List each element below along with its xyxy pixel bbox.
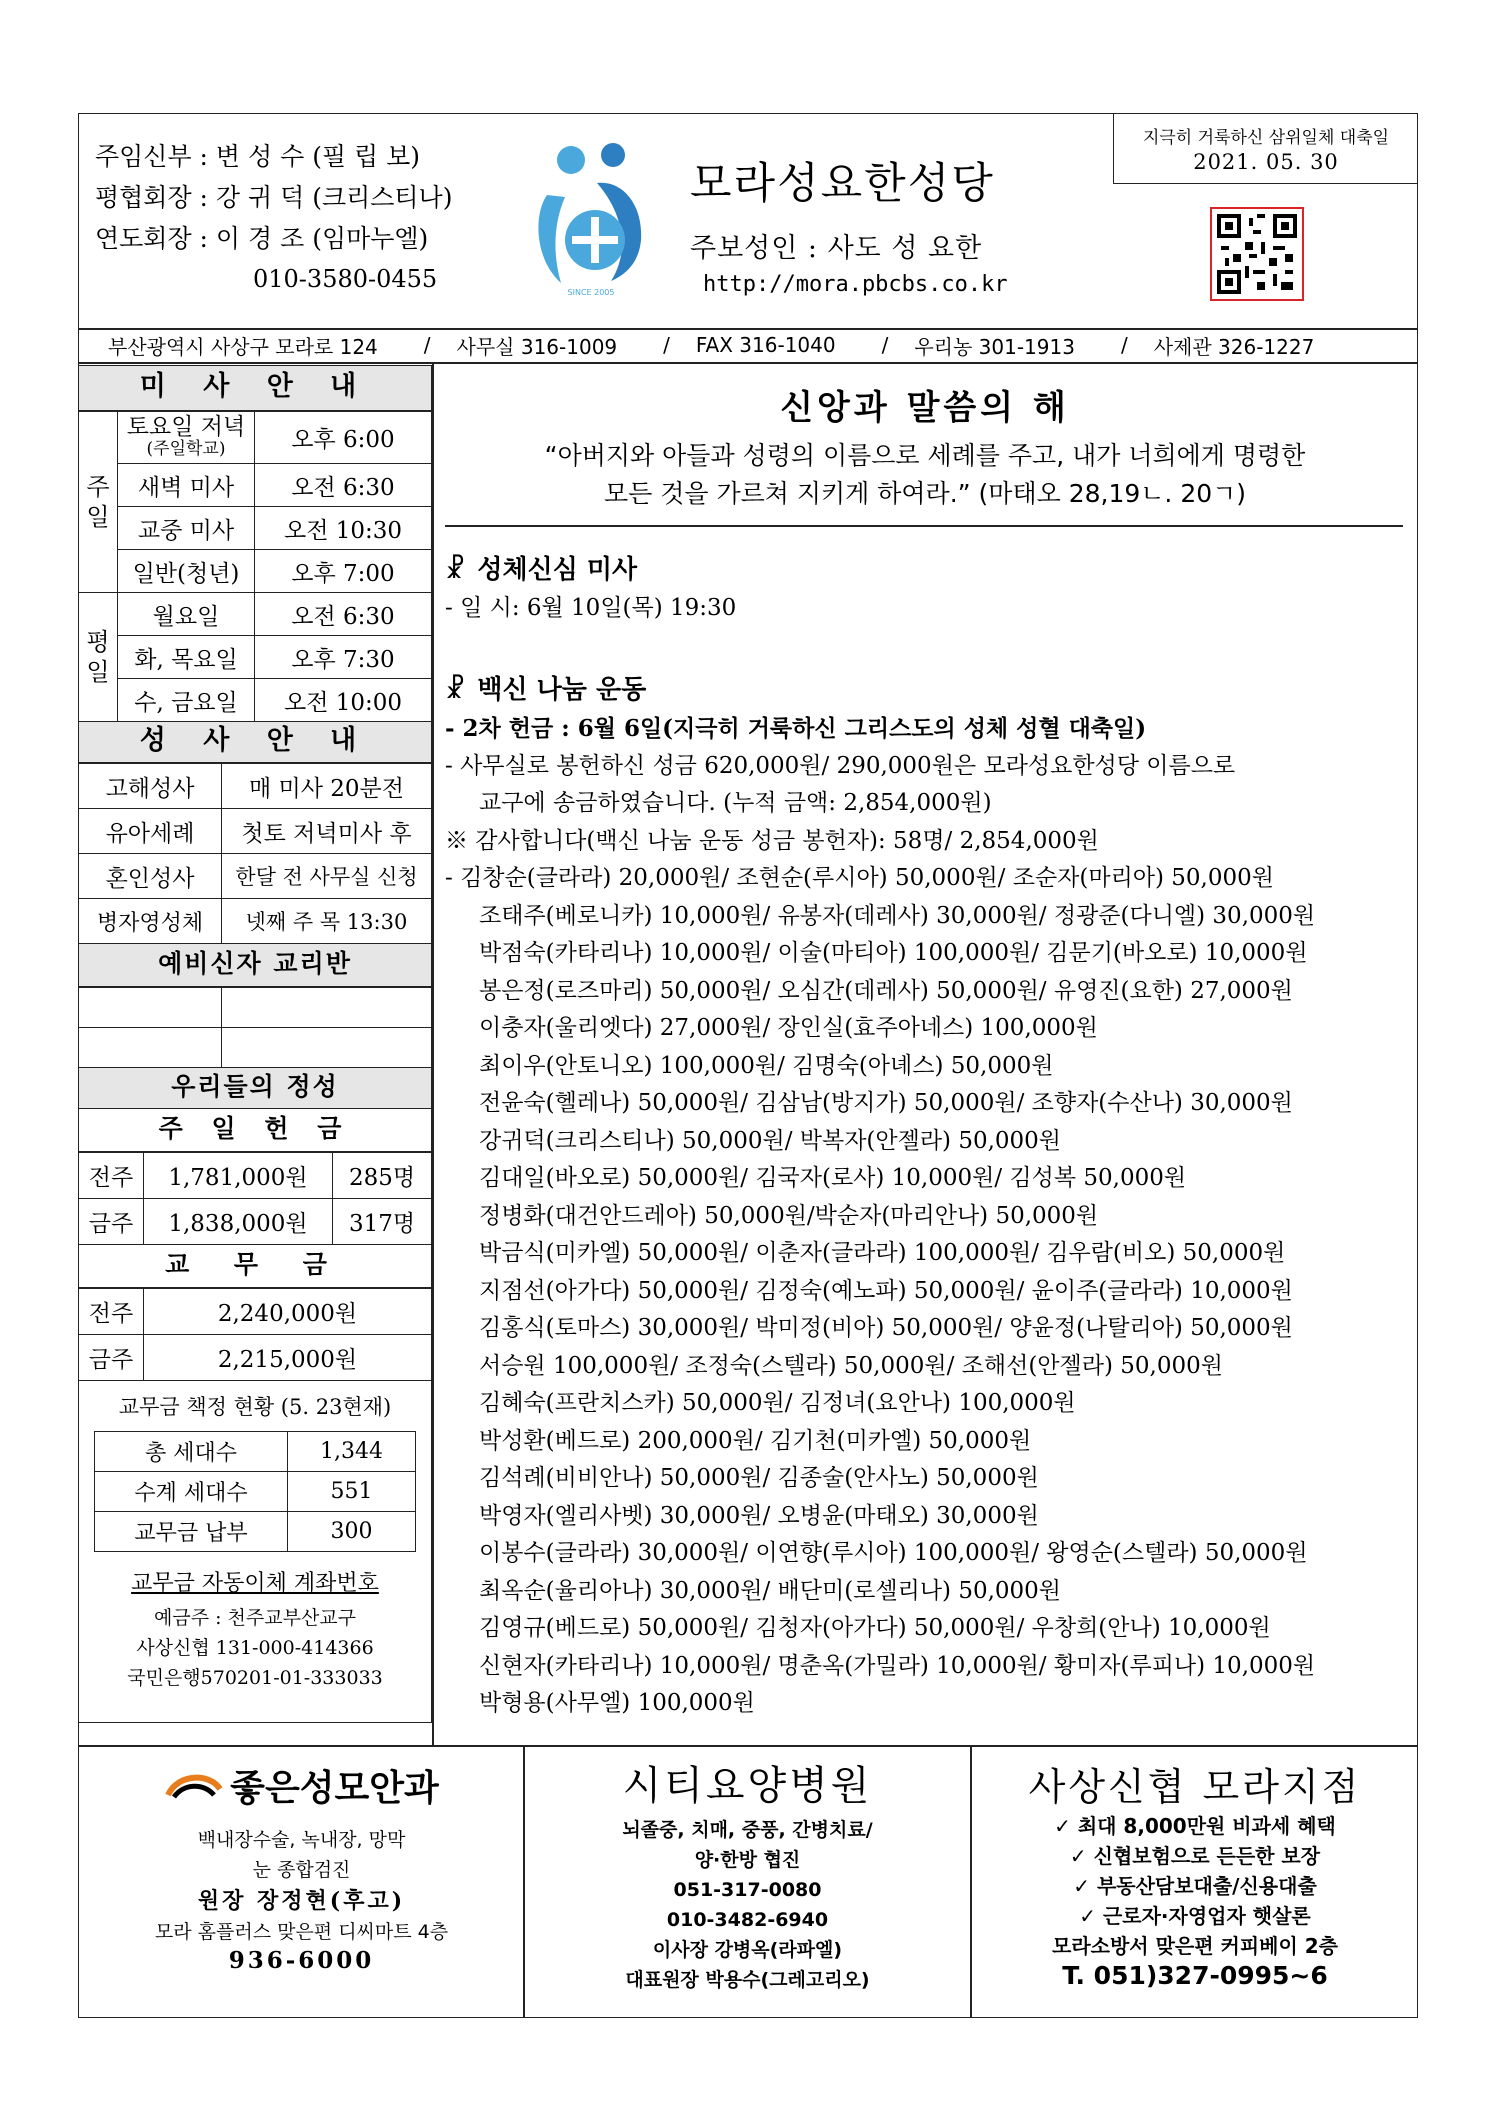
mass-title: 미 사 안 내 xyxy=(78,365,432,411)
credit-union-benefit: ✓ 최대 8,000만원 비과세 혜택 xyxy=(1054,1814,1336,1838)
woorinong-phone: 우리농 301-1913 xyxy=(914,334,1075,359)
status-value: 300 xyxy=(288,1512,416,1552)
pastor-line: 주임신부 : 변 성 수 (필 립 보) xyxy=(95,142,421,171)
hospital-line: 뇌졸중, 치매, 중풍, 간병치료/ xyxy=(622,1819,873,1841)
section-title: 성체신심 미사 xyxy=(477,554,638,585)
notice-line: 이충자(울리엣다) 27,000원/ 장인실(효주아네스) 100,000원 xyxy=(479,1015,1098,1041)
ad-hospital xyxy=(525,1754,970,1995)
offerings-title: 우리들의 정성 xyxy=(78,1068,432,1109)
sacrament-value: 첫토 저녁미사 후 xyxy=(222,809,432,854)
status-title: 교무금 책정 현황 (5. 23현재) xyxy=(118,1395,392,1419)
mass-row-name: 월요일 xyxy=(118,593,255,636)
catechumen-table xyxy=(78,987,432,1068)
notice-line: 정병화(대건안드레아) 50,000원/박순자(마리안나) 50,000원 xyxy=(479,1202,1099,1229)
council-line: 평협회장 : 강 귀 덕 (크리스티나) xyxy=(95,183,453,212)
mass-row-time: 오후 6:00 xyxy=(255,412,432,464)
notice-line: 신현자(카타리나) 10,000원/ 명춘옥(가밀라) 10,000원/ 황미자(루피나) 10,000원 xyxy=(479,1652,1316,1679)
logo-since-text: SINCE 2005 xyxy=(567,288,615,297)
status-label: 총 세대수 xyxy=(95,1432,288,1472)
credit-union-benefit: ✓ 부동산담보대출/신용대출 xyxy=(1073,1874,1317,1898)
section-title: 백신 나눔 운동 xyxy=(477,675,647,705)
account-title: 교무금 자동이체 계좌번호 xyxy=(131,1571,379,1596)
notice-line: 박영자(엘리사벳) 30,000원/ 오병윤(마태오) 30,000원 xyxy=(479,1502,1039,1529)
notice-line: 박점숙(카타리나) 10,000원/ 이술(마티아) 100,000원/ 김문기(바오로) 10,000원 xyxy=(479,940,1308,966)
notice-line: 교구에 송금하였습니다. (누적 금액: 2,854,000원) xyxy=(479,790,992,816)
sunday-offering-title: 주 일 헌 금 xyxy=(78,1109,432,1152)
hospital-phone: 051-317-0080 xyxy=(673,1879,822,1901)
yeondo-phone: 010-3580-0455 xyxy=(253,265,438,293)
chi-rho-icon: ☧ xyxy=(445,554,466,585)
eye-clinic-location: 모라 홈플러스 맞은편 디씨마트 4층 xyxy=(154,1921,449,1943)
verse-line: “아버지와 아들과 성령의 이름으로 세례를 주고, 내가 너희에게 명령한 xyxy=(544,441,1306,470)
account-kookmin: 국민은행570201-01-333033 xyxy=(127,1667,383,1689)
credit-union-benefit: ✓ 신협보험으로 든든한 보장 xyxy=(1069,1844,1321,1868)
notice-line: 전윤숙(헬레나) 50,000원/ 김삼남(방지가) 50,000원/ 조향자(수산나) 30,000원 xyxy=(479,1090,1293,1116)
mass-row-name: 토요일 저녁 (주일학교) xyxy=(118,412,255,464)
church-url[interactable]: http://mora.pbcbs.co.kr xyxy=(703,272,1008,297)
left-column xyxy=(78,365,432,1723)
notice-line: 봉은정(로즈마리) 50,000원/ 오심간(데레사) 50,000원/ 유영진(요한) 27,000원 xyxy=(479,977,1293,1004)
section-heading xyxy=(445,549,1405,586)
notice-line: 최이우(안토니오) 100,000원/ 김명숙(아녜스) 50,000원 xyxy=(479,1052,1054,1079)
offering-count: 317명 xyxy=(333,1199,432,1245)
address-bar xyxy=(78,328,1418,362)
title-rule xyxy=(445,525,1403,527)
status-value: 551 xyxy=(288,1472,416,1512)
account-shinhyup: 사상신협 131-000-414366 xyxy=(136,1637,374,1659)
notice-line: 김영규(베드로) 50,000원/ 김청자(아가다) 50,000원/ 우창희(안나) 10,000원 xyxy=(479,1615,1271,1641)
sacrament-value: 매 미사 20분전 xyxy=(222,764,432,809)
eye-clinic-service: 백내장수술, 녹내장, 망막 xyxy=(197,1829,406,1851)
diocese-fee-title: 교 무 금 xyxy=(78,1245,432,1288)
separator: / xyxy=(423,333,431,357)
eye-icon xyxy=(164,1769,224,1803)
column-divider xyxy=(432,362,434,1746)
sunday-label: 주일 xyxy=(79,412,118,593)
sacrament-name: 고해성사 xyxy=(79,764,222,809)
offering-amount: 1,838,000원 xyxy=(144,1199,333,1245)
notice-section xyxy=(445,549,1405,628)
mass-row-name: 새벽 미사 xyxy=(118,464,255,507)
separator: / xyxy=(881,333,889,357)
mass-table xyxy=(78,411,432,722)
notice-line: 김혜숙(프란치스카) 50,000원/ 김정녀(요안나) 100,000원 xyxy=(479,1390,1076,1416)
bulletin-date: 2021. 05. 30 xyxy=(1193,150,1339,174)
hospital-mobile: 010-3482-6940 xyxy=(666,1909,829,1931)
diocese-label: 금주 xyxy=(79,1335,144,1381)
mass-row-time: 오전 10:00 xyxy=(255,679,432,722)
mass-row-time: 오전 10:30 xyxy=(255,507,432,550)
address-divider xyxy=(78,362,1418,364)
account-lines xyxy=(79,1603,431,1693)
diocese-status-box xyxy=(78,1381,432,1723)
sacrament-name: 혼인성사 xyxy=(79,854,222,899)
offering-amount: 1,781,000원 xyxy=(144,1153,333,1199)
fax: FAX 316-1040 xyxy=(695,333,836,357)
status-value: 1,344 xyxy=(288,1432,416,1472)
sacrament-name: 유아세례 xyxy=(79,809,222,854)
eye-clinic-logo xyxy=(80,1760,523,1811)
credit-union-benefit: ✓ 근로자·자영업자 햇살론 xyxy=(1079,1904,1311,1928)
mass-row-name: 수, 금요일 xyxy=(118,679,255,722)
notice-line: - 김창순(글라라) 20,000원/ 조현순(루시아) 50,000원/ 조순자(마리아) 50,000원 xyxy=(445,865,1274,891)
credit-union-name: 사상신협 모라지점 xyxy=(1028,1765,1362,1809)
eye-clinic-phone: 936-6000 xyxy=(228,1947,375,1974)
notice-section xyxy=(445,669,1405,1723)
feast-name: 지극히 거룩하신 삼위일체 대축일 xyxy=(1142,128,1390,148)
sacrament-table xyxy=(78,763,432,944)
main-column xyxy=(445,380,1405,1723)
rectory-phone: 사제관 326-1227 xyxy=(1153,334,1315,359)
mass-row-time: 오전 6:30 xyxy=(255,593,432,636)
theme-verse xyxy=(445,437,1405,513)
notice-line: 지점선(아가다) 50,000원/ 김정숙(예노파) 50,000원/ 윤이주(글라라) 10,000원 xyxy=(479,1277,1293,1304)
eye-clinic-name: 좋은성모안과 xyxy=(230,1768,439,1809)
catechumen-title: 예비신자 교리반 xyxy=(78,944,432,987)
notice-line: 박형용(사무엘) 100,000원 xyxy=(479,1690,755,1716)
ads-divider xyxy=(78,1745,1418,1747)
notice-line: 이봉수(글라라) 30,000원/ 이연향(루시아) 100,000원/ 왕영순(스텔라) 50,000원 xyxy=(479,1540,1308,1566)
mass-row-name: 화, 목요일 xyxy=(118,636,255,679)
sacrament-name: 병자영성체 xyxy=(79,899,222,944)
hospital-name: 시티요양병원 xyxy=(622,1763,873,1809)
mass-row-time: 오후 7:30 xyxy=(255,636,432,679)
ad-credit-union xyxy=(972,1756,1418,1990)
diocese-amount: 2,240,000원 xyxy=(144,1289,432,1335)
verse-line: 모든 것을 가르쳐 지키게 하여라.” (마태오 28,19ㄴ. 20ㄱ) xyxy=(603,479,1247,508)
account-holder: 예금주 : 천주교부산교구 xyxy=(153,1607,357,1629)
status-label: 수계 세대수 xyxy=(95,1472,288,1512)
notice-line: ※ 감사합니다(백신 나눔 운동 성금 봉헌자): 58명/ 2,854,000원 xyxy=(445,827,1099,854)
offering-count: 285명 xyxy=(333,1153,432,1199)
hospital-line: 양·한방 협진 xyxy=(694,1849,801,1871)
sunday-offering-table xyxy=(78,1152,432,1245)
section-heading xyxy=(445,669,1405,706)
church-logo xyxy=(525,135,655,300)
eye-clinic-director: 원장 장정현(후고) xyxy=(197,1888,406,1914)
notice-line: 강귀덕(크리스티나) 50,000원/ 박복자(안젤라) 50,000원 xyxy=(479,1127,1062,1154)
separator: / xyxy=(1120,333,1128,357)
yeondo-line: 연도회장 : 이 경 조 (임마누엘) xyxy=(95,224,429,253)
mass-row-time: 오전 6:30 xyxy=(255,464,432,507)
office-phone: 사무실 316-1009 xyxy=(456,334,618,359)
offering-label: 금주 xyxy=(79,1199,144,1245)
notice-line: 최옥순(율리아나) 30,000원/ 배단미(로셀리나) 50,000원 xyxy=(479,1577,1062,1604)
mass-row-name: 일반(청년) xyxy=(118,550,255,593)
diocese-fee-table xyxy=(78,1288,432,1381)
weekday-label: 평일 xyxy=(79,593,118,722)
qr-code[interactable] xyxy=(1210,207,1304,301)
catechumen-cell xyxy=(79,988,222,1028)
mass-row-name: 교중 미사 xyxy=(118,507,255,550)
year-title: 신앙과 말씀의 해 xyxy=(780,388,1070,428)
notice-line: - 일 시: 6월 10일(목) 19:30 xyxy=(445,594,737,621)
status-label: 교무금 납부 xyxy=(95,1512,288,1552)
notice-line: 김홍식(토마스) 30,000원/ 박미정(비아) 50,000원/ 양윤정(나탈리아) 50,000원 xyxy=(479,1315,1293,1341)
notice-line: 김석례(비비안나) 50,000원/ 김종술(안사노) 50,000원 xyxy=(479,1465,1039,1491)
separator: / xyxy=(663,333,670,357)
address: 부산광역시 사상구 모라로 124 xyxy=(108,334,378,359)
staff-list xyxy=(95,136,452,300)
feast-box xyxy=(1113,113,1418,184)
sacrament-title: 성 사 안 내 xyxy=(78,722,432,763)
notice-sections xyxy=(445,549,1405,1723)
sacrament-value: 넷째 주 목 13:30 xyxy=(222,899,432,944)
notice-line: 박금식(미카엘) 50,000원/ 이춘자(글라라) 100,000원/ 김우람(비오) 50,000원 xyxy=(479,1240,1286,1266)
ad-eye-clinic xyxy=(80,1760,523,1974)
notice-line: 박성환(베드로) 200,000원/ 김기천(미카엘) 50,000원 xyxy=(479,1427,1032,1454)
sacrament-value: 한달 전 사무실 신청 xyxy=(222,854,432,899)
mass-row-time: 오후 7:00 xyxy=(255,550,432,593)
catechumen-cell xyxy=(222,988,432,1028)
notice-line: 조태주(베로니카) 10,000원/ 유봉자(데레사) 30,000원/ 정광준(다니엘) 30,000원 xyxy=(479,902,1316,929)
notice-line: 서승원 100,000원/ 조정숙(스텔라) 50,000원/ 조해선(안젤라) 50,000원 xyxy=(479,1352,1223,1379)
credit-union-location: 모라소방서 맞은편 커피베이 2층 xyxy=(1052,1934,1338,1958)
church-name: 모라성요한성당 xyxy=(690,159,995,209)
credit-union-phone: T. 051)327-0995~6 xyxy=(1062,1961,1328,1990)
eye-clinic-service: 눈 종합검진 xyxy=(252,1859,351,1881)
status-table xyxy=(94,1431,416,1552)
notice-line: 김대일(바오로) 50,000원/ 김국자(로사) 10,000원/ 김성복 50,000원 xyxy=(479,1165,1187,1191)
diocese-amount: 2,215,000원 xyxy=(144,1335,432,1381)
catechumen-cell xyxy=(222,1028,432,1068)
offering-label: 전주 xyxy=(79,1153,144,1199)
catechumen-cell xyxy=(79,1028,222,1068)
chi-rho-icon: ☧ xyxy=(445,675,466,705)
notice-line: - 사무실로 봉헌하신 성금 620,000원/ 290,000원은 모라성요한성당 이름으로 xyxy=(445,752,1236,779)
hospital-director: 대표원장 박용수(그레고리오) xyxy=(625,1969,870,1991)
diocese-label: 전주 xyxy=(79,1289,144,1335)
notice-line: - 2차 헌금 : 6월 6일(지극히 거룩하신 그리스도의 성체 성혈 대축일) xyxy=(445,715,1147,742)
hospital-chair: 이사장 강병옥(라파엘) xyxy=(652,1939,843,1961)
patron-saint: 주보성인 : 사도 성 요한 xyxy=(690,233,983,264)
